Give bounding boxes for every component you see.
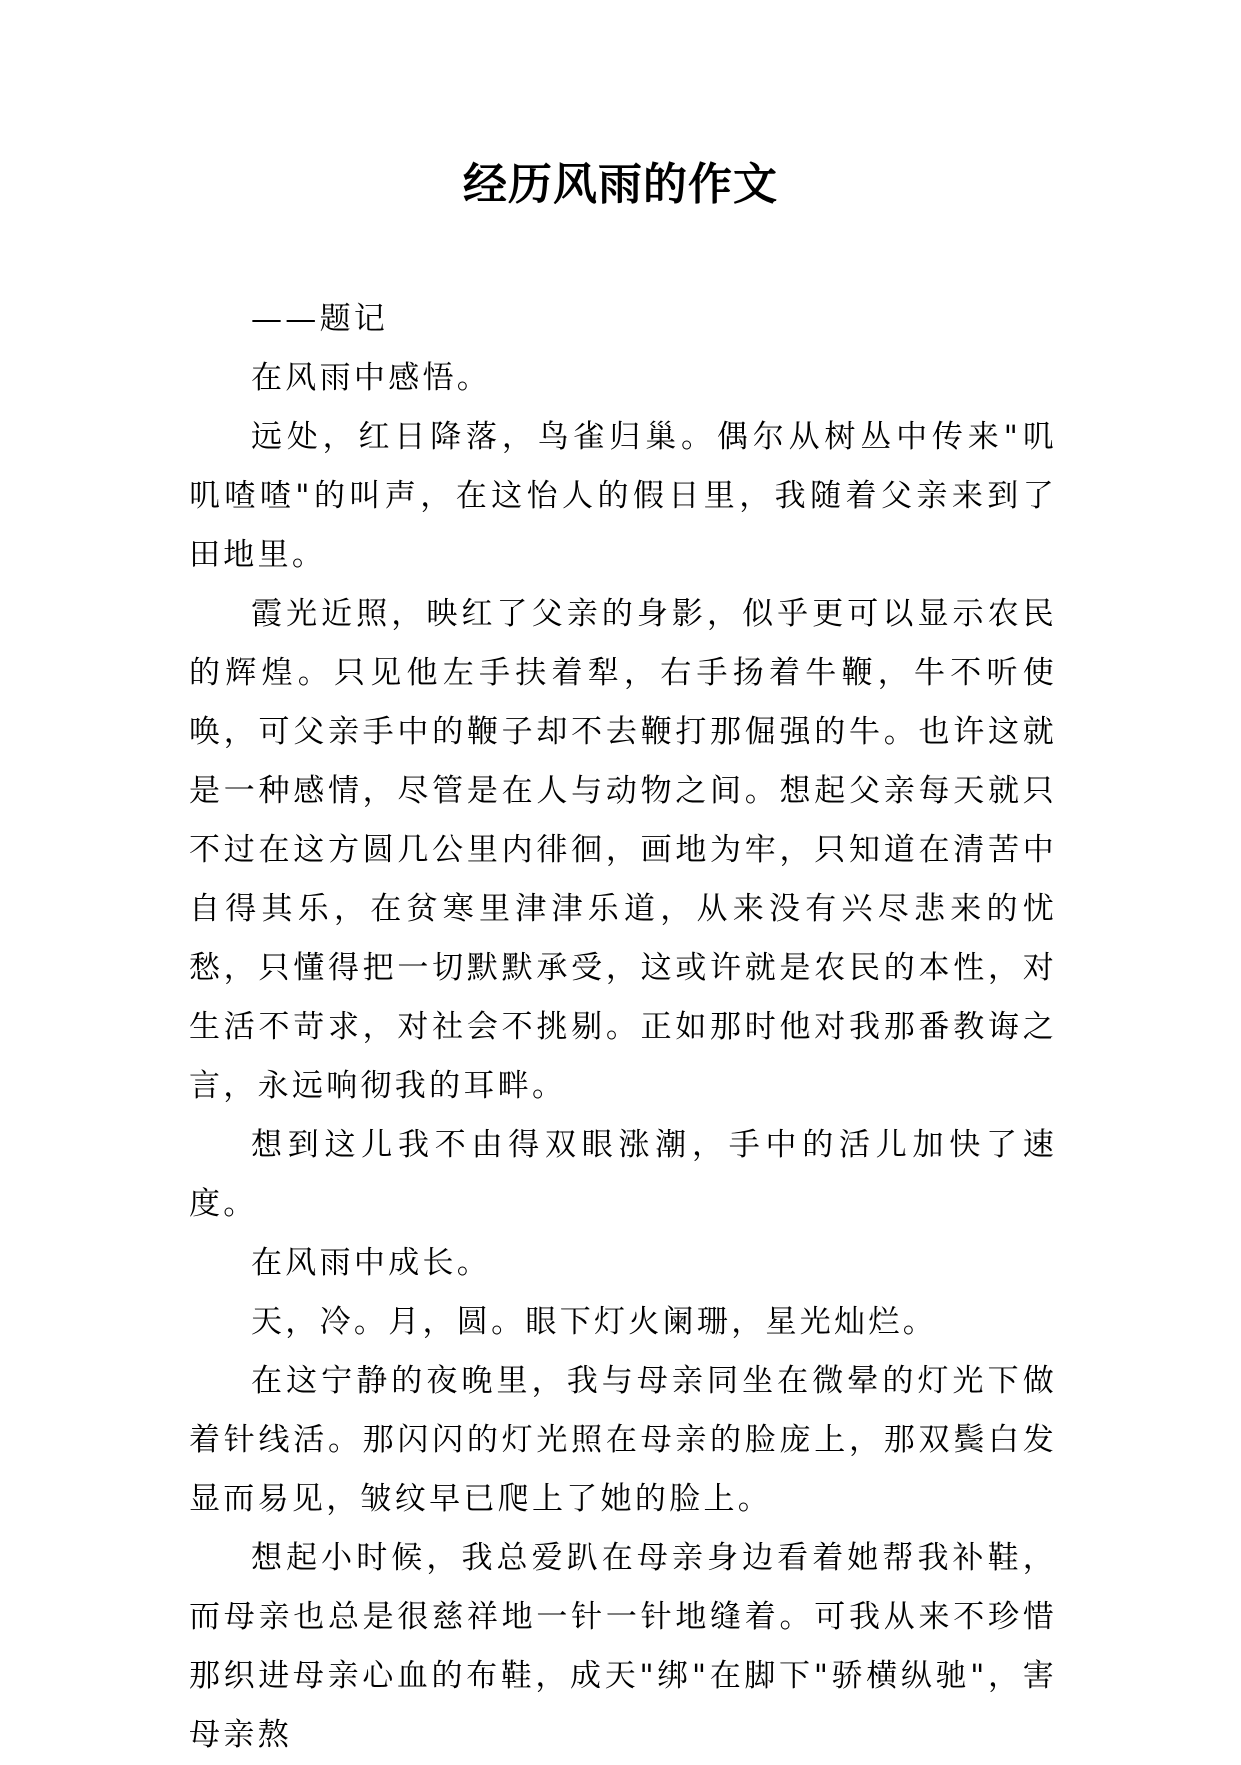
paragraph-epigraph-note: ——题记 bbox=[251, 301, 389, 337]
paragraph: 想起小时候，我总爱趴在母亲身边看着她帮我补鞋，而母亲也总是很慈祥地一针一针地缝着。可我从来不珍惜那织进母亲心血的布鞋，成天"绑"在脚下"骄横纵驰"，害母亲熬 bbox=[189, 1540, 1057, 1753]
paragraph: 在风雨中感悟。 bbox=[251, 360, 492, 396]
document-title: 经历风雨的作文 bbox=[463, 159, 778, 210]
document-body bbox=[189, 290, 1057, 1765]
paragraph: 在风雨中成长。 bbox=[251, 1245, 492, 1281]
paragraph: 远处，红日降落，鸟雀归巢。偶尔从树丛中传来"叽叽喳喳"的叫声，在这怡人的假日里，我随着父亲来到了田地里。 bbox=[189, 419, 1057, 573]
paragraph: 天，冷。月，圆。眼下灯火阑珊，星光灿烂。 bbox=[251, 1304, 937, 1340]
paragraph: 在这宁静的夜晚里，我与母亲同坐在微晕的灯光下做着针线活。那闪闪的灯光照在母亲的脸庞上，那双鬓白发显而易见，皱纹早已爬上了她的脸上。 bbox=[189, 1363, 1057, 1517]
paragraph: 想到这儿我不由得双眼涨潮，手中的活儿加快了速度。 bbox=[189, 1127, 1057, 1222]
paragraph: 霞光近照，映红了父亲的身影，似乎更可以显示农民的辉煌。只见他左手扶着犁，右手扬着牛鞭，牛不听使唤，可父亲手中的鞭子却不去鞭打那倔强的牛。也许这就是一种感情，尽管是在人与动物之间。想起父亲每天就只不过在这方圆几公里内徘徊，画地为牢，只知道在清苦中自得其乐，在贫寒里津津乐道，从来没有兴尽悲来的忧愁，只懂得把一切默默承受，这或许就是农民的本性，对生活不苛求，对社会不挑剔。正如那时他对我那番教诲之言，永远响彻我的耳畔。 bbox=[189, 596, 1057, 1104]
